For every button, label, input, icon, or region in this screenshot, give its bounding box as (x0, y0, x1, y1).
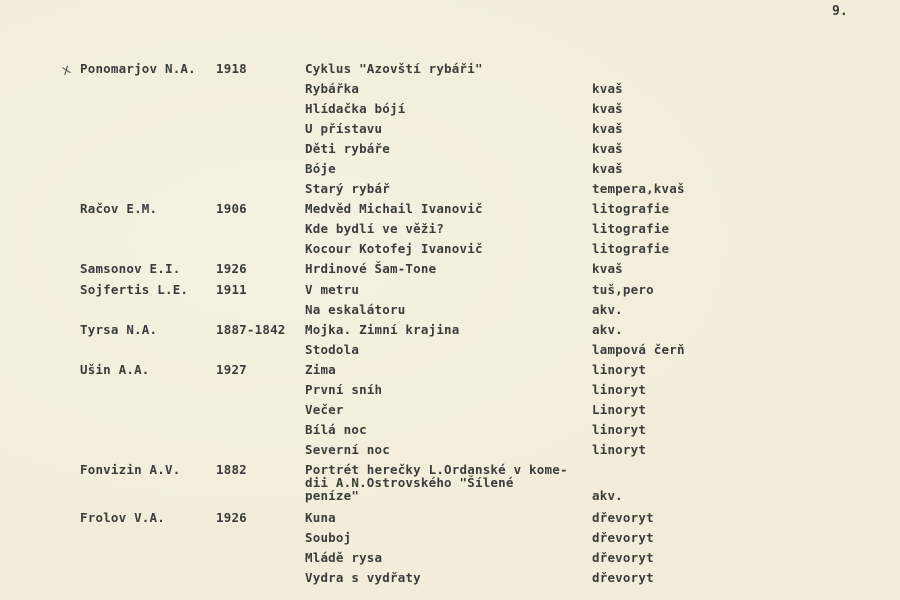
artwork-title: Kuna (305, 510, 336, 525)
artwork-title: U přístavu (305, 121, 383, 136)
artwork-technique: litografie (592, 241, 670, 256)
artist-year: 1911 (216, 282, 247, 297)
artist-name: Ponomarjov N.A. (80, 61, 196, 76)
artwork-technique: linoryt (592, 442, 647, 457)
page-number: 9. (832, 4, 848, 19)
artwork-title: Starý rybář (305, 181, 390, 196)
artwork-title: Souboj (305, 530, 352, 545)
artwork-title: Severní noc (305, 442, 390, 457)
artwork-title: peníze" (305, 488, 360, 503)
artwork-title: Zima (305, 362, 336, 377)
artwork-title: Mojka. Zimní krajina (305, 322, 460, 337)
artwork-technique: dřevoryt (592, 550, 654, 565)
artwork-title: Vydra s vydřaty (305, 570, 421, 585)
artwork-title: Kocour Kotofej Ivanovič (305, 241, 483, 256)
artwork-technique: tempera,kvaš (592, 181, 685, 196)
artwork-technique: lampová čerň (592, 342, 685, 357)
margin-mark: x (59, 61, 73, 79)
artwork-title: Děti rybáře (305, 141, 390, 156)
artist-name: Tyrsa N.A. (80, 322, 158, 337)
artwork-technique: kvaš (592, 141, 623, 156)
artist-year: 1906 (216, 201, 247, 216)
artwork-title: Medvěd Michail Ivanovič (305, 201, 483, 216)
artwork-technique: dřevoryt (592, 570, 654, 585)
artwork-title: První sníh (305, 382, 383, 397)
artwork-technique: kvaš (592, 121, 623, 136)
artwork-title: dii A.N.Ostrovského "Šílené (305, 475, 514, 490)
artwork-title: Hrdinové Šam-Tone (305, 261, 437, 276)
artist-name: Fonvizin A.V. (80, 462, 181, 477)
artist-year: 1882 (216, 462, 247, 477)
artist-year: 1926 (216, 261, 247, 276)
artwork-title: Mládě rysa (305, 550, 383, 565)
artwork-technique: linoryt (592, 422, 647, 437)
artwork-technique: litografie (592, 221, 670, 236)
artwork-technique: kvaš (592, 81, 623, 96)
artist-year: 1926 (216, 510, 247, 525)
artwork-technique: linoryt (592, 382, 647, 397)
artwork-title: Rybářka (305, 81, 360, 96)
artwork-technique: akv. (592, 322, 623, 337)
artwork-title: Portrét herečky L.Ordanské v kome- (305, 462, 568, 477)
artwork-title: Večer (305, 402, 344, 417)
artwork-title: Bóje (305, 161, 336, 176)
artist-name: Račov E.M. (80, 201, 158, 216)
artwork-technique: linoryt (592, 362, 647, 377)
artwork-title: Na eskalátoru (305, 302, 406, 317)
artwork-technique: dřevoryt (592, 530, 654, 545)
artist-name: Sojfertis L.E. (80, 282, 189, 297)
artwork-technique: tuš,pero (592, 282, 654, 297)
artwork-title: Cyklus "Azovští rybáři" (305, 61, 483, 76)
artwork-technique: akv. (592, 302, 623, 317)
artist-year: 1918 (216, 61, 247, 76)
artwork-technique: litografie (592, 201, 670, 216)
artist-year: 1887-1842 (216, 322, 286, 337)
artist-name: Samsonov E.I. (80, 261, 181, 276)
artwork-technique: kvaš (592, 161, 623, 176)
artwork-technique: kvaš (592, 261, 623, 276)
artwork-technique: Linoryt (592, 402, 647, 417)
artwork-title: Stodola (305, 342, 360, 357)
artwork-title: Hlídačka bójí (305, 101, 406, 116)
artwork-technique: kvaš (592, 101, 623, 116)
artwork-title: V metru (305, 282, 360, 297)
artwork-technique: dřevoryt (592, 510, 654, 525)
artist-year: 1927 (216, 362, 247, 377)
artist-name: Frolov V.A. (80, 510, 165, 525)
artwork-title: Bílá noc (305, 422, 367, 437)
artwork-technique: akv. (592, 488, 623, 503)
artist-name: Ušin A.A. (80, 362, 150, 377)
artwork-title: Kde bydlí ve věži? (305, 221, 445, 236)
